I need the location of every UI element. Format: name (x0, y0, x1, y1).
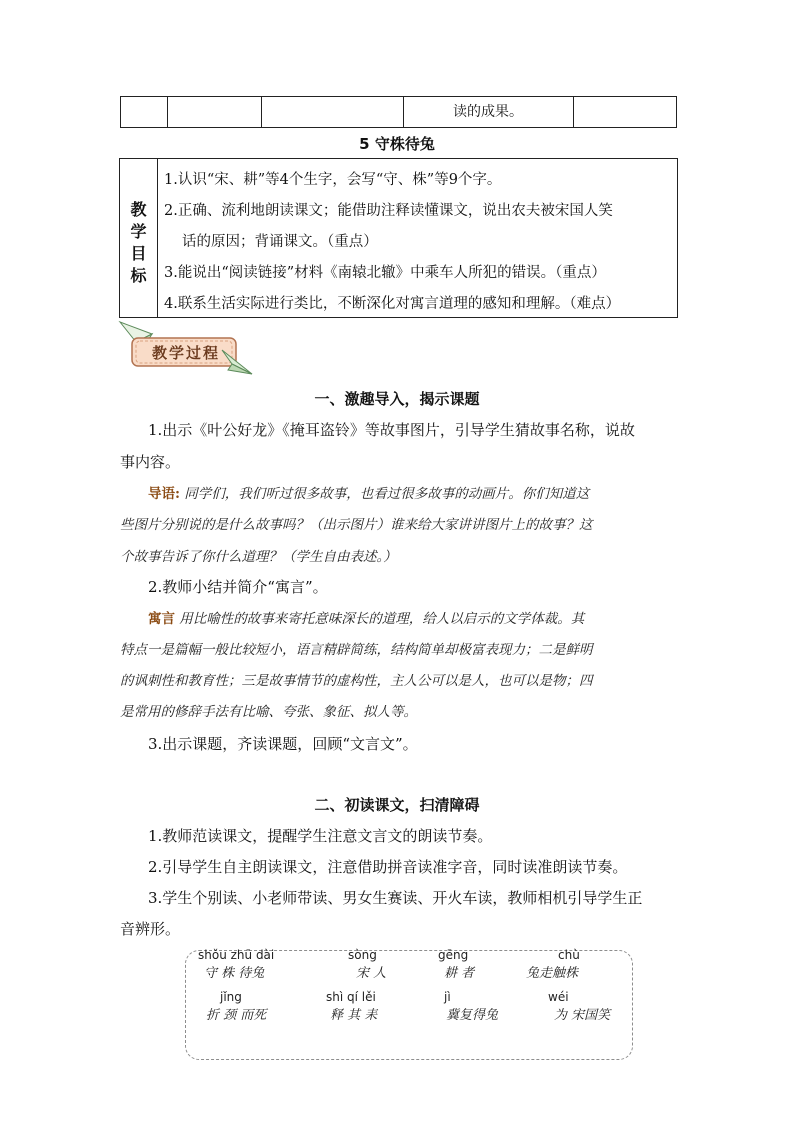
goals-label-char: 标 (130, 266, 147, 285)
paragraph: 音辨形。 (120, 920, 181, 938)
hanzi: 守 株 待兔 (204, 966, 265, 981)
paragraph: 3.出示课题，齐读课题，回顾“文言文”。 (148, 735, 418, 753)
intro-text: 同学们，我们听过很多故事，也看过很多故事的动画片。你们知道这 (184, 486, 590, 502)
paragraph: 2.引导学生自主朗读课文，注意借助拼音读准字音，同时读准朗读节奏。 (148, 858, 628, 876)
goal-line-2: 2.正确、流利地朗读课文；能借助注释读懂课文，说出农夫被宋国人笑 (164, 203, 613, 219)
fable-text: 的讽刺性和教育性；三是故事情节的虚构性，主人公可以是人，也可以是物；四 (120, 673, 593, 689)
teaching-process-badge (118, 320, 258, 376)
table-divider (167, 97, 168, 127)
hanzi: 为 宋国笑 (554, 1008, 611, 1023)
intro-paragraph (148, 482, 589, 502)
goal-line-3: 3.能说出“阅读链接”材料《南辕北辙》中乘车人所犯的错误。（重点） (164, 265, 606, 281)
goal-line-2-cont: 话的原因；背诵课文。（重点） (182, 234, 378, 250)
section-heading-1: 一、激趣导入，揭示课题 (314, 390, 480, 408)
section-heading-2: 二、初读课文，扫清障碍 (314, 796, 480, 814)
goal-line-1: 1.认识“宋、耕”等4个生字，会写“守、株”等9个字。 (164, 172, 502, 188)
hanzi: 耕 者 (444, 966, 475, 981)
goals-label-char: 教 (130, 200, 147, 219)
lesson-title: 5 守株待兔 (359, 135, 435, 153)
fable-text: 特点一是篇幅一般比较短小，语言精辟简练，结构简单却极富表现力；二是鲜明 (120, 642, 593, 658)
pinyin: shǒu zhū dài (198, 948, 275, 962)
goals-label-char: 目 (130, 244, 147, 263)
pinyin: chù (558, 948, 580, 962)
table-cell-text: 读的成果。 (453, 104, 523, 120)
fable-text: 用比喻性的故事来寄托意味深长的道理，给人以启示的文学体裁。其 (179, 611, 585, 627)
paragraph: 事内容。 (120, 453, 181, 471)
intro-text: 些图片分别说的是什么故事吗？（出示图片）谁来给大家讲讲图片上的故事？这 (120, 517, 593, 533)
hanzi: 宋 人 (356, 966, 387, 981)
hanzi: 冀复得兔 (446, 1008, 499, 1023)
pinyin: gēng (438, 948, 469, 962)
pinyin: sòng (348, 948, 377, 962)
paragraph: 2.教师小结并简介“寓言”。 (148, 578, 328, 596)
badge-label: 教学过程 (151, 344, 220, 362)
table-divider (573, 97, 574, 127)
intro-label: 导语: (148, 486, 180, 502)
paragraph: 3.学生个别读、小老师带读、男女生赛读、开火车读，教师相机引导学生正 (148, 889, 643, 907)
pinyin: shì qí lěi (326, 990, 376, 1004)
previous-table-fragment (120, 96, 677, 128)
paragraph: 1.出示《叶公好龙》《掩耳盗铃》等故事图片，引导学生猜故事名称，说故 (148, 421, 635, 439)
hanzi: 释 其 耒 (330, 1008, 378, 1023)
intro-text: 个故事告诉了你什么道理？（学生自由表述。） (120, 549, 397, 565)
hanzi: 兔走触株 (526, 966, 579, 981)
fable-paragraph (148, 607, 584, 627)
goal-line-4: 4.联系生活实际进行类比，不断深化对寓言道理的感知和理解。（难点） (164, 296, 621, 312)
pinyin: jì (444, 990, 451, 1004)
paragraph: 1.教师范读课文，提醒学生注意文言文的朗读节奏。 (148, 827, 493, 845)
teaching-goals-table (119, 158, 678, 318)
fable-label: 寓言 (148, 611, 175, 627)
fable-text: 是常用的修辞手法有比喻、夸张、象征、拟人等。 (120, 704, 417, 720)
goals-label-char: 学 (130, 222, 147, 241)
pinyin: jǐng (220, 990, 242, 1004)
hanzi: 折 颈 而死 (206, 1008, 267, 1023)
goals-label-column (120, 159, 158, 317)
table-divider (261, 97, 262, 127)
pinyin: wéi (548, 990, 569, 1004)
